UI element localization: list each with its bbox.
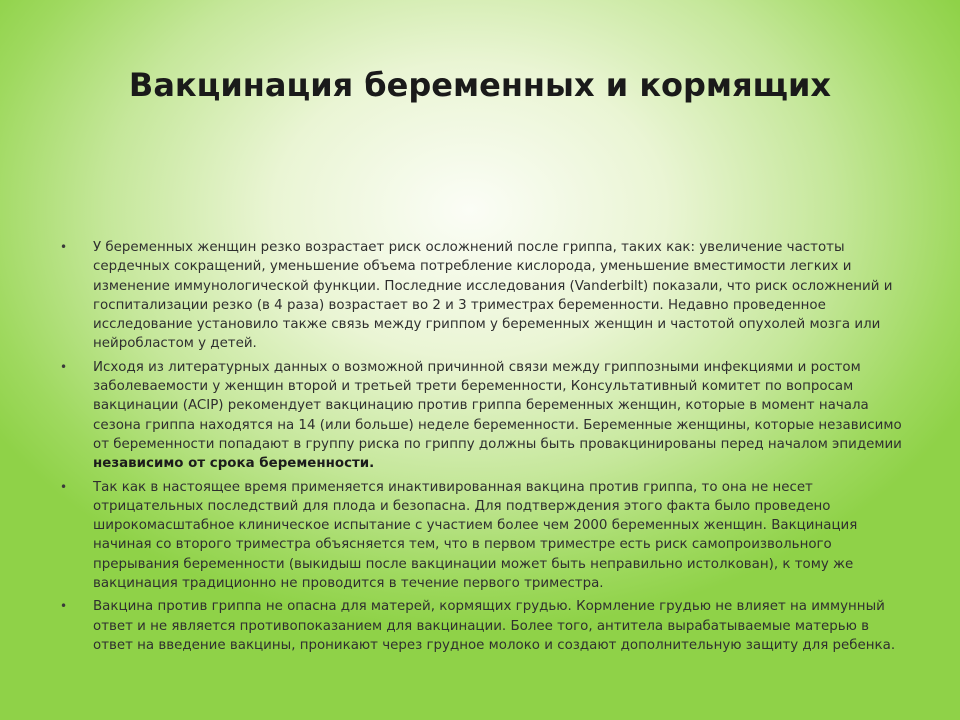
bullet-text: Так как в настоящее время применяется инактивированная вакцина против гриппа, то она не несет отрицательных последствий для плода и безопасна. Для подтверждения этого факта было проведено широкомасштабное клиническое испытание с участием более чем 2000 беременных женщин. Вакцинация начиная со второго триместра объясняется тем, что в первом триместре есть риск самопроизвольного прерывания беременности (выкидыш после вакцинации может быть неправильно истолкован), к тому же вакцинация традиционно не проводится в течение первого триместра. [93,479,858,592]
bullet-item-1 [60,238,910,354]
bullet-item-3 [60,478,910,594]
bullet-text: Вакцина против гриппа не опасна для матерей, кормящих грудью. Кормление грудью не влияет на иммунный ответ и не является противопоказанием для вакцинации. Более того, антитела вырабатываемые матерью в ответ на введение вакцины, проникают через грудное молоко и создают дополнительную защиту для ребенка. [93,599,896,653]
slide-title: Вакцинация беременных и кормящих [128,66,832,104]
bullet-bold-text: независимо от срока беременности. [93,456,375,472]
bullet-text: У беременных женщин резко возрастает риск осложнений после гриппа, таких как: увеличение частоты сердечных сокращений, уменьшение объема потребление кислорода, уменьшение вместимости легких и изменение иммунологической функции. Последние исследования (Vanderbilt) показали, что риск осложнений и госпитализации резко (в 4 раза) возрастает во 2 и 3 триместрах беременности. Недавно проведенное исследование установило также связь между гриппом у беременных женщин и частотой опухолей мозга или нейробластом у детей. [93,240,893,352]
bullet-icon: • [60,479,68,494]
bullet-icon: • [60,599,68,614]
bullet-list [60,238,910,659]
bullet-text: Исходя из литературных данных о возможной причинной связи между гриппозными инфекциями и ростом заболеваемости у женщин второй и третьей трети беременности, Консультативный комитет по вопросам вакцинации (ACIP) рекомендует вакцинацию против гриппа беременных женщин, которые в момент начала сезона гриппа находятся на 14 (или больше) неделе беременности. Беременные женщины, которые независимо от беременности попадают в группу риска по гриппу должны быть провакцинированы перед началом эпидемии [93,359,902,452]
bullet-icon: • [60,240,68,254]
bullet-item-2 [60,358,910,474]
bullet-item-4 [60,597,910,655]
bullet-icon: • [60,359,68,374]
